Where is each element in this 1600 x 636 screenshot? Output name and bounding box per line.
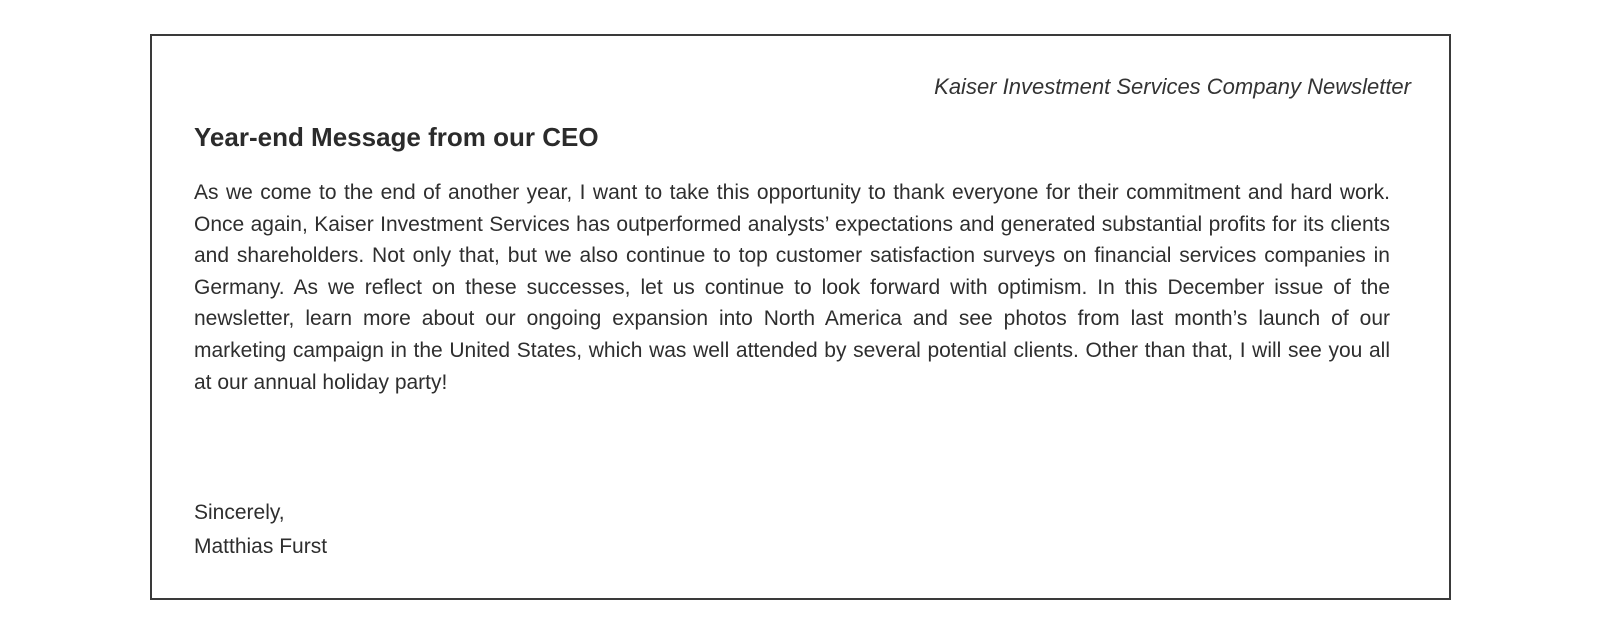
signoff-block [194, 496, 327, 564]
closing-line: Sincerely, [194, 501, 285, 524]
message-body: As we come to the end of another year, I want to take this opportunity to thank everyone for their commitment and hard work. Once again, Kaiser Investment Services has outperformed analysts’ expectations and generated substantial profits for its clients and shareholders. Not only that, but we also continue to top customer satisfaction surveys on financial services companies in Germany. As we reflect on these successes, let us continue to look forward with optimism. In this December issue of the newsletter, learn more about our ongoing expansion into North America and see photos from last month’s launch of our marketing campaign in the United States, which was well attended by several potential clients. Other than that, I will see you all at our annual holiday party! [194, 181, 1390, 394]
message-heading: Year-end Message from our CEO [194, 122, 599, 152]
newsletter-box [150, 34, 1451, 600]
signature-name: Matthias Furst [194, 535, 328, 558]
publication-name: Kaiser Investment Services Company Newsletter [934, 74, 1411, 99]
